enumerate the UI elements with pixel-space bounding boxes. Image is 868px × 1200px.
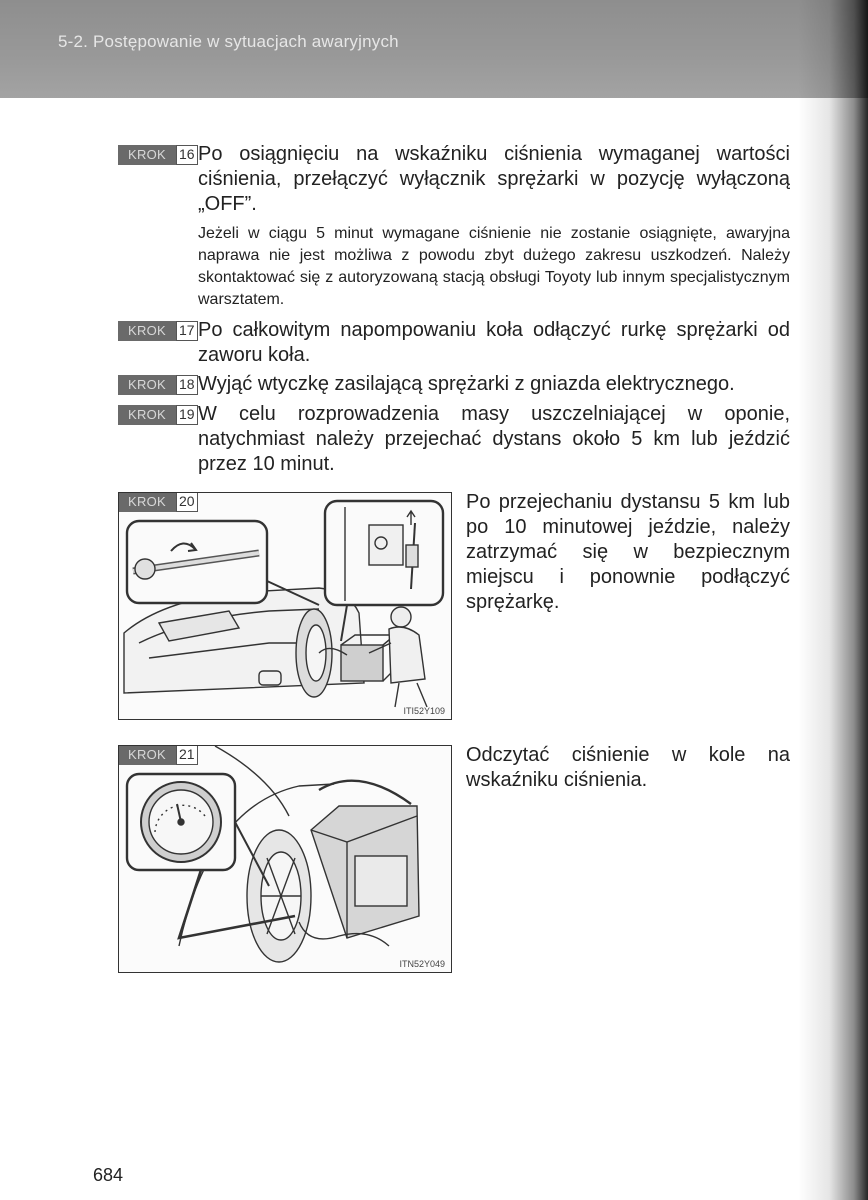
step-badge-number: 16 [176,145,198,165]
step-21-text: Odczytać ciśnienie w kole na wskaźniku ciśnienia. [466,744,790,791]
step-17 [118,318,790,368]
step-badge-label: KROK [118,745,176,765]
step-badge-number: 19 [176,405,198,425]
step-badge [118,375,198,395]
step-badge-label: KROK [118,321,176,341]
car-compressor-illustration [119,493,451,719]
step-badge-number: 21 [176,745,198,765]
step-badge-label: KROK [118,145,176,165]
step-badge [118,405,198,425]
page-edge-shadow [798,0,868,1200]
section-title: 5-2. Postępowanie w sytuacjach awaryjnych [58,32,399,51]
step-text: Wyjąć wtyczkę zasilającą sprężarki z gniazda elektrycznego. [198,373,735,395]
illustration-read-pressure [118,745,452,973]
step-badge-label: KROK [118,405,176,425]
step-badge-label: KROK [118,375,176,395]
figure-code: ITN52Y049 [399,959,445,969]
step-20-text: Po przejechaniu dystansu 5 km lub po 10 minutowej jeździe, należy zatrzymać się w bezpiecznym miejscu i ponownie podłączyć sprężarkę. [466,491,790,613]
step-badge [118,492,198,512]
step-badge-number: 18 [176,375,198,395]
figure-code: ITI52Y109 [403,706,445,716]
step-note: Jeżeli w ciągu 5 minut wymagane ciśnienie nie zostanie osiągnięte, awaryjna naprawa nie jest możliwa z powodu zbyt dużego zakresu uszkodzeń. Należy skontaktować się z autoryzowaną stacją obsługi Toyoty lub innym specjalistycznym warsztatem. [198,225,790,308]
page-number: 684 [93,1165,124,1185]
page-header [0,0,868,98]
illustration-reconnect-compressor [118,492,452,720]
step-text: W celu rozprowadzenia masy uszczelniającej w oponie, natychmiast należy przejechać dystans około 5 km lub jeździć przez 10 minut. [198,403,790,475]
step-18 [118,372,790,397]
step-16 [118,142,790,311]
step-badge-number: 20 [176,492,198,512]
step-badge [118,145,198,165]
step-text: Po osiągnięciu na wskaźniku ciśnienia wymaganej wartości ciśnienia, przełączyć wyłącznik sprężarki w pozycję wyłączoną „OFF”. [198,143,790,215]
step-badge [118,321,198,341]
step-19 [118,402,790,477]
step-badge [118,745,198,765]
step-badge-number: 17 [176,321,198,341]
pressure-gauge-illustration [119,746,451,972]
step-badge-label: KROK [118,492,176,512]
step-text: Po całkowitym napompowaniu koła odłączyć rurkę sprężarki od zaworu koła. [198,319,790,366]
